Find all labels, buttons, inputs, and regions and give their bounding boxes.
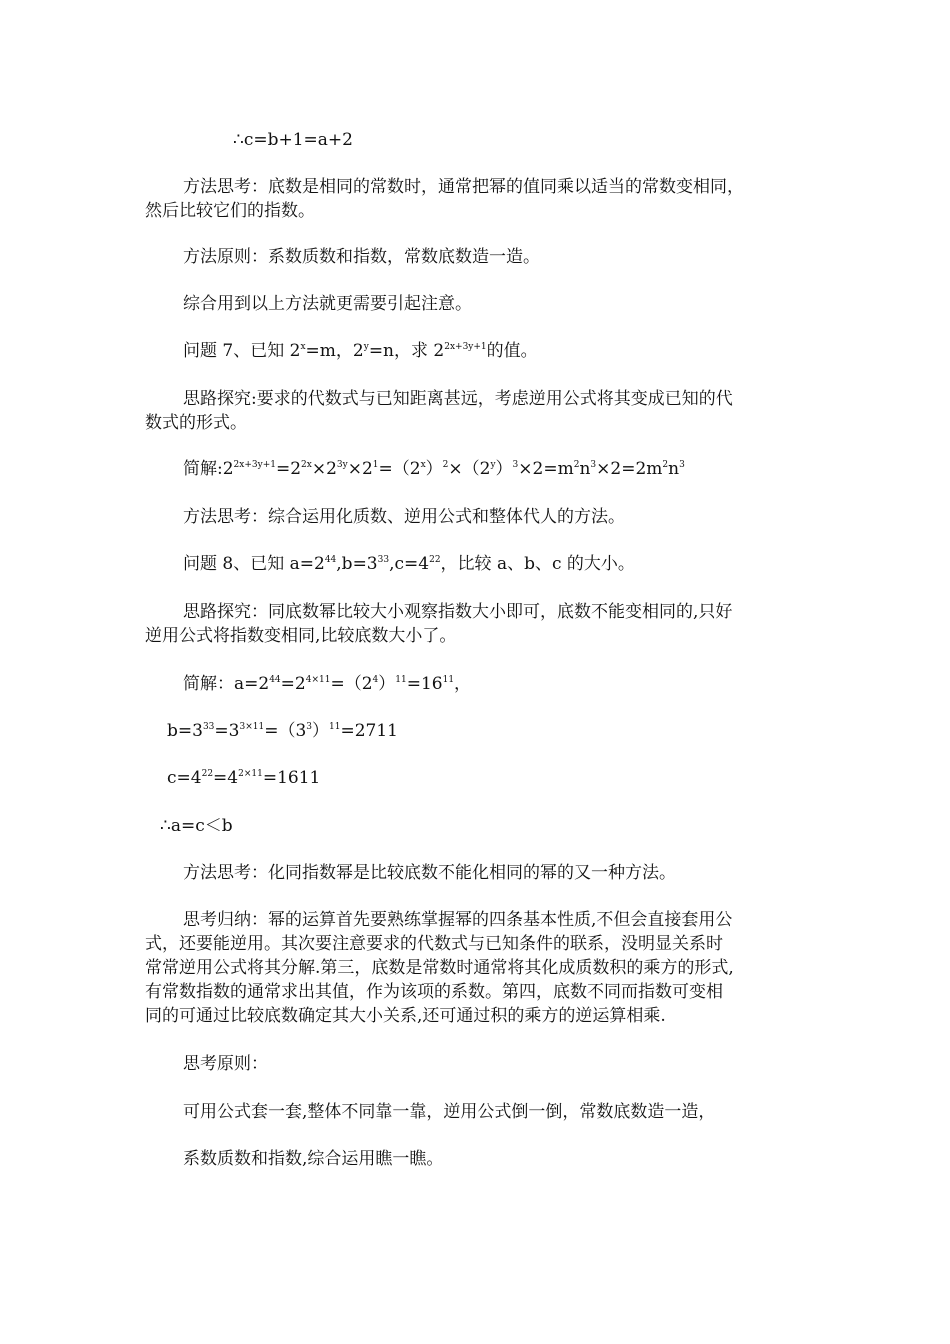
thinking-principle-heading: 思考原则： [183, 1054, 268, 1074]
summary-line2: 式，还要能逆用。其次要注意要求的代数式与已知条件的联系，没明显关系时 [145, 934, 723, 954]
problem-7: 问题 7、已知 $2^x=m$，$2^y=n$，求 $2^{2x+3y+1}$的值。 [183, 341, 538, 361]
solution-8-a: 简解：$a=2^{44}=2^{4\times 11}=(2^4)^{11}=16^{11}$， [183, 674, 472, 694]
principle-rhyme-2: 系数质数和指数,综合运用瞧一瞧。 [183, 1149, 444, 1169]
solution-8-c: $c=4^{22}=4^{2\times 11}=1611$ [167, 768, 321, 788]
summary-line3: 常常逆用公式将其分解.第三，底数是常数时通常将其化成质数积的乘方的形式, [145, 958, 734, 978]
summary-line1: 思考归纳：幂的运算首先要熟练掌握幂的四条基本性质,不但会直接套用公 [183, 910, 733, 930]
solution-7: 简解$:2^{2x+3y+1}=2^{2x}\times 2^{3y}\times 2^1=(2^x)^2\times(2^y)^3\times 2=m^2n^3\times 2=2m^2n^3$ [183, 459, 685, 479]
idea-exploration-7-line1: 思路探究:要求的代数式与已知距离甚远，考虑逆用公式将其变成已知的代 [183, 389, 733, 409]
summary-line5: 同的可通过比较底数确定其大小关系,还可通过积的乘方的逆运算相乘. [145, 1006, 666, 1026]
combined-note: 综合用到以上方法就更需要引起注意。 [183, 294, 472, 314]
method-principle: 方法原则：系数质数和指数，常数底数造一造。 [183, 247, 540, 267]
conclusion-8: ∴a=c＜b [160, 816, 233, 836]
idea-exploration-8-line2: 逆用公式将指数变相同,比较底数大小了。 [145, 626, 457, 646]
method-thinking-1-line1: 方法思考：底数是相同的常数时，通常把幂的值同乘以适当的常数变相同， [183, 177, 744, 197]
conclusion-c: ∴c=b+1=a+2 [233, 130, 353, 150]
principle-rhyme-1: 可用公式套一套,整体不同靠一靠，逆用公式倒一倒，常数底数造一造， [183, 1102, 716, 1122]
method-thinking-1-line2: 然后比较它们的指数。 [145, 201, 315, 221]
summary-line4: 有常数指数的通常求出其值，作为该项的系数。第四，底数不同而指数可变相 [145, 982, 723, 1002]
method-thinking-8: 方法思考：化同指数幂是比较底数不能化相同的幂的又一种方法。 [183, 863, 676, 883]
idea-exploration-8-line1: 思路探究：同底数幂比较大小观察指数大小即可，底数不能变相同的,只好 [183, 602, 733, 622]
method-thinking-7: 方法思考：综合运用化质数、逆用公式和整体代人的方法。 [183, 507, 625, 527]
idea-exploration-7-line2: 数式的形式。 [145, 413, 247, 433]
problem-8: 问题 8、已知 $a=2^{44},b=3^{33},c=4^{22}$，比较 a、b、c 的大小。 [183, 554, 635, 574]
solution-8-b: $b=3^{33}=3^{3\times 11}=(3^3)^{11}=2711$ [167, 721, 398, 741]
